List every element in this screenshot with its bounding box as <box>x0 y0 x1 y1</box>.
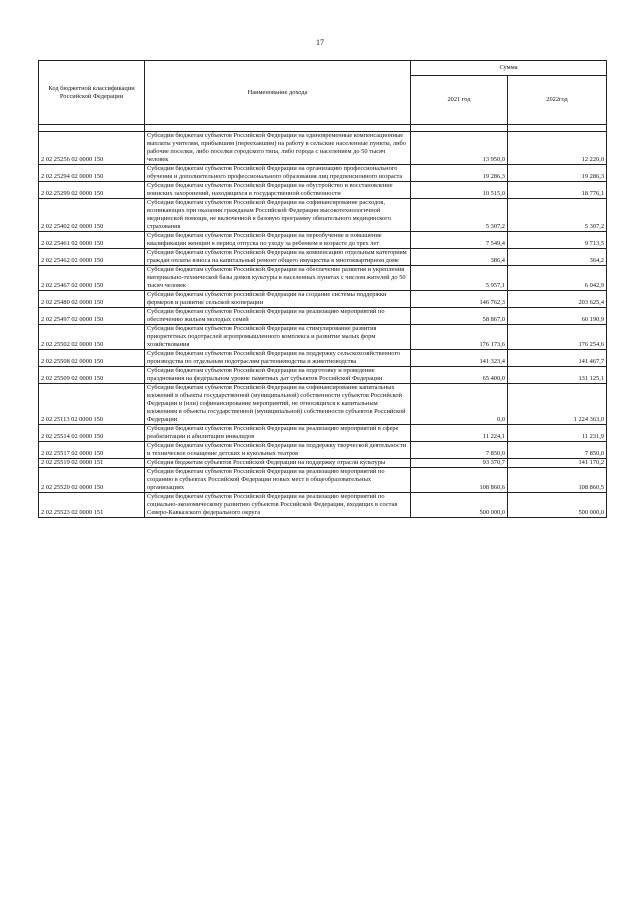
row-code: 2 02 25497 02 0000 150 <box>39 308 145 325</box>
row-name: Субсидии бюджетам субъектов Российской Федерации на стимулирование развития приоритетных подотраслей агропромышленного комплекса и развитие малых форм хозяйствования <box>145 325 411 350</box>
row-code: 2 02 25523 02 0000 151 <box>39 493 145 518</box>
row-name: Субсидии бюджетам субъектов Российской Федерации на софинансирование расходов, возникающих при оказании гражданам Российской Федерации высокотехнологичной медицинской помощи, не включенной в базовую программу обязательного медицинского страхования <box>145 199 411 232</box>
row-value-2022: 19 286,3 <box>508 165 607 182</box>
row-name: Субсидии бюджетам субъектов Российской Федерации на софинансирование капитальных вложений в объекты государственной (муниципальной) собственности субъектов Российской Федерации и (или) софинансирование мероприятий, не относящихся к капитальным вложениям в объекты государственной (муниципальной) собственности субъектов Российской Федерации <box>145 384 411 425</box>
table-row <box>39 182 607 199</box>
row-value-2021: 0,0 <box>411 384 508 425</box>
row-value-2021: 108 860,6 <box>411 468 508 493</box>
row-value-2022: 141 467,7 <box>508 350 607 367</box>
row-value-2021: 10 515,0 <box>411 182 508 199</box>
table-row <box>39 493 607 518</box>
row-value-2021: 176 173,6 <box>411 325 508 350</box>
row-value-2021: 500 000,0 <box>411 493 508 518</box>
row-code: 2 02 25520 02 0000 150 <box>39 468 145 493</box>
row-value-2022: 108 860,5 <box>508 468 607 493</box>
table-row <box>39 325 607 350</box>
row-code: 2 02 25402 02 0000 150 <box>39 199 145 232</box>
row-value-2021: 386,4 <box>411 249 508 266</box>
row-code: 2 02 25508 02 0000 150 <box>39 350 145 367</box>
row-value-2022: 500 000,0 <box>508 493 607 518</box>
header-sum: Сумма <box>411 61 607 76</box>
row-value-2022: 11 231,9 <box>508 425 607 442</box>
row-name: Субсидии бюджетам субъектов Российской Федерации на подготовку и проведение празднования на федеральном уровне памятных дат субъектов Российской Федерации <box>145 367 411 384</box>
table-row <box>39 266 607 291</box>
table-row <box>39 308 607 325</box>
table-row <box>39 132 607 165</box>
row-value-2022: 7 850,0 <box>508 442 607 459</box>
row-value-2021: 11 224,1 <box>411 425 508 442</box>
header-code: Код бюджетной классификации Российской Федерации <box>39 61 145 125</box>
row-value-2021: 5 307,2 <box>411 199 508 232</box>
row-name: Субсидии бюджетам субъектов Российской Федерации на переобучение и повышение квалификации женщин в период отпуска по уходу за ребенком в возрасте до трех лет <box>145 232 411 249</box>
table-row <box>39 291 607 308</box>
row-value-2021: 93 370,7 <box>411 459 508 468</box>
table-row <box>39 459 607 468</box>
table-row <box>39 165 607 182</box>
row-code: 2 02 25480 02 0000 150 <box>39 291 145 308</box>
row-name: Субсидии бюджетам субъектов Российской Федерации на обеспечение развития и укрепления материально-технической базы домов культуры в населенных пунктах с числом жителей до 50 тысяч человек <box>145 266 411 291</box>
table-body <box>39 132 607 518</box>
row-value-2021: 13 950,0 <box>411 132 508 165</box>
row-value-2021: 7 850,0 <box>411 442 508 459</box>
row-code: 2 02 25462 02 0000 150 <box>39 249 145 266</box>
row-value-2022: 9 713,5 <box>508 232 607 249</box>
row-name: Субсидии бюджетам субъектов Российской Федерации на поддержку творческой деятельности и техническое оснащение детских и кукольных театров <box>145 442 411 459</box>
header-gap-row <box>39 125 607 132</box>
row-value-2022: 18 776,1 <box>508 182 607 199</box>
table-row <box>39 442 607 459</box>
row-code: 2 02 25502 02 0000 150 <box>39 325 145 350</box>
row-value-2022: 5 307,2 <box>508 199 607 232</box>
table-row <box>39 350 607 367</box>
row-value-2022: 12 220,0 <box>508 132 607 165</box>
header-year-2021: 2021 год <box>411 76 508 125</box>
row-name: Субсидии бюджетам субъектов российской Федерации на создание системы поддержки фермеров и развитие сельской кооперации <box>145 291 411 308</box>
row-code: 2 02 25113 02 0000 150 <box>39 384 145 425</box>
row-code: 2 02 25467 02 0000 150 <box>39 266 145 291</box>
row-name: Субсидия бюджетам субъектов Российской Федерации на поддержку отрасли культуры <box>145 459 411 468</box>
table-row <box>39 468 607 493</box>
row-value-2022: 141 170,2 <box>508 459 607 468</box>
row-value-2022: 60 190,9 <box>508 308 607 325</box>
page-number: 17 <box>316 38 324 47</box>
row-code: 2 02 25461 02 0000 150 <box>39 232 145 249</box>
revenue-table <box>38 60 607 518</box>
row-value-2021: 141 323,4 <box>411 350 508 367</box>
row-code: 2 02 25514 02 0000 150 <box>39 425 145 442</box>
table-row <box>39 232 607 249</box>
row-value-2021: 19 286,3 <box>411 165 508 182</box>
row-code: 2 02 25519 02 0000 151 <box>39 459 145 468</box>
row-code: 2 02 25294 02 0000 150 <box>39 165 145 182</box>
row-value-2022: 6 042,9 <box>508 266 607 291</box>
table-row <box>39 367 607 384</box>
row-name: Субсидии бюджетам субъектов Российской Федерации на обустройство и восстановление воинских захоронений, находящихся в государственной собственности <box>145 182 411 199</box>
row-name: Субсидии бюджетам субъектов Российской Федерации на реализацию мероприятий в сфере реабилитации и абилитации инвалидов <box>145 425 411 442</box>
row-value-2022: 1 224 363,0 <box>508 384 607 425</box>
row-name: Субсидии бюджетам субъектов Российской Федерации на реализацию мероприятий по обеспечению жильем молодых семей <box>145 308 411 325</box>
row-name: Субсидии бюджетам субъектов Российской Федерации на реализацию мероприятий по созданию в субъектах Российской Федерации новых мест в общеобразовательных организациях <box>145 468 411 493</box>
row-code: 2 02 25517 02 0000 150 <box>39 442 145 459</box>
table-row <box>39 199 607 232</box>
row-name: Субсидии бюджетам субъектов Российской Федерации на организацию профессионального обучения и дополнительного профессионального образования лиц предпенсионного возраста <box>145 165 411 182</box>
row-code: 2 02 25256 02 0000 150 <box>39 132 145 165</box>
row-name: Субсидии бюджетам субъектов Российской Федерации на реализацию мероприятий по социально-экономическому развитию субъектов Российской Федерации, входящих в состав Северо-Кавказского федерального округа <box>145 493 411 518</box>
table-row <box>39 384 607 425</box>
header-year-2022: 2022год <box>508 76 607 125</box>
row-code: 2 02 25509 02 0000 150 <box>39 367 145 384</box>
row-name: Субсидии бюджетам субъектов Российской Федерации на поддержку сельскохозяйственного производства по отдельным подотраслям растениеводства и животноводства <box>145 350 411 367</box>
row-value-2021: 58 867,0 <box>411 308 508 325</box>
row-value-2021: 146 762,3 <box>411 291 508 308</box>
row-name: Субсидии бюджетам субъектов Российской Федерации на единовременные компенсационные выплаты учителям, прибывшим (переехавшим) на работу в сельские населенные пункты, либо рабочие поселки, либо поселки городского типа, либо города с населением до 50 тысяч человек <box>145 132 411 165</box>
table-row <box>39 249 607 266</box>
row-value-2021: 7 549,4 <box>411 232 508 249</box>
row-value-2022: 131 125,1 <box>508 367 607 384</box>
row-value-2022: 176 254,6 <box>508 325 607 350</box>
table-row <box>39 425 607 442</box>
header-name: Наименование дохода <box>145 61 411 125</box>
row-value-2021: 5 957,1 <box>411 266 508 291</box>
row-name: Субсидии бюджетам субъектов Российской Федерации на компенсацию отдельным категориям граждан оплаты взноса на капитальный ремонт общего имущества в многоквартирном доме <box>145 249 411 266</box>
row-code: 2 02 25299 02 0000 150 <box>39 182 145 199</box>
row-value-2022: 364,2 <box>508 249 607 266</box>
row-value-2021: 65 400,0 <box>411 367 508 384</box>
row-value-2022: 203 625,4 <box>508 291 607 308</box>
